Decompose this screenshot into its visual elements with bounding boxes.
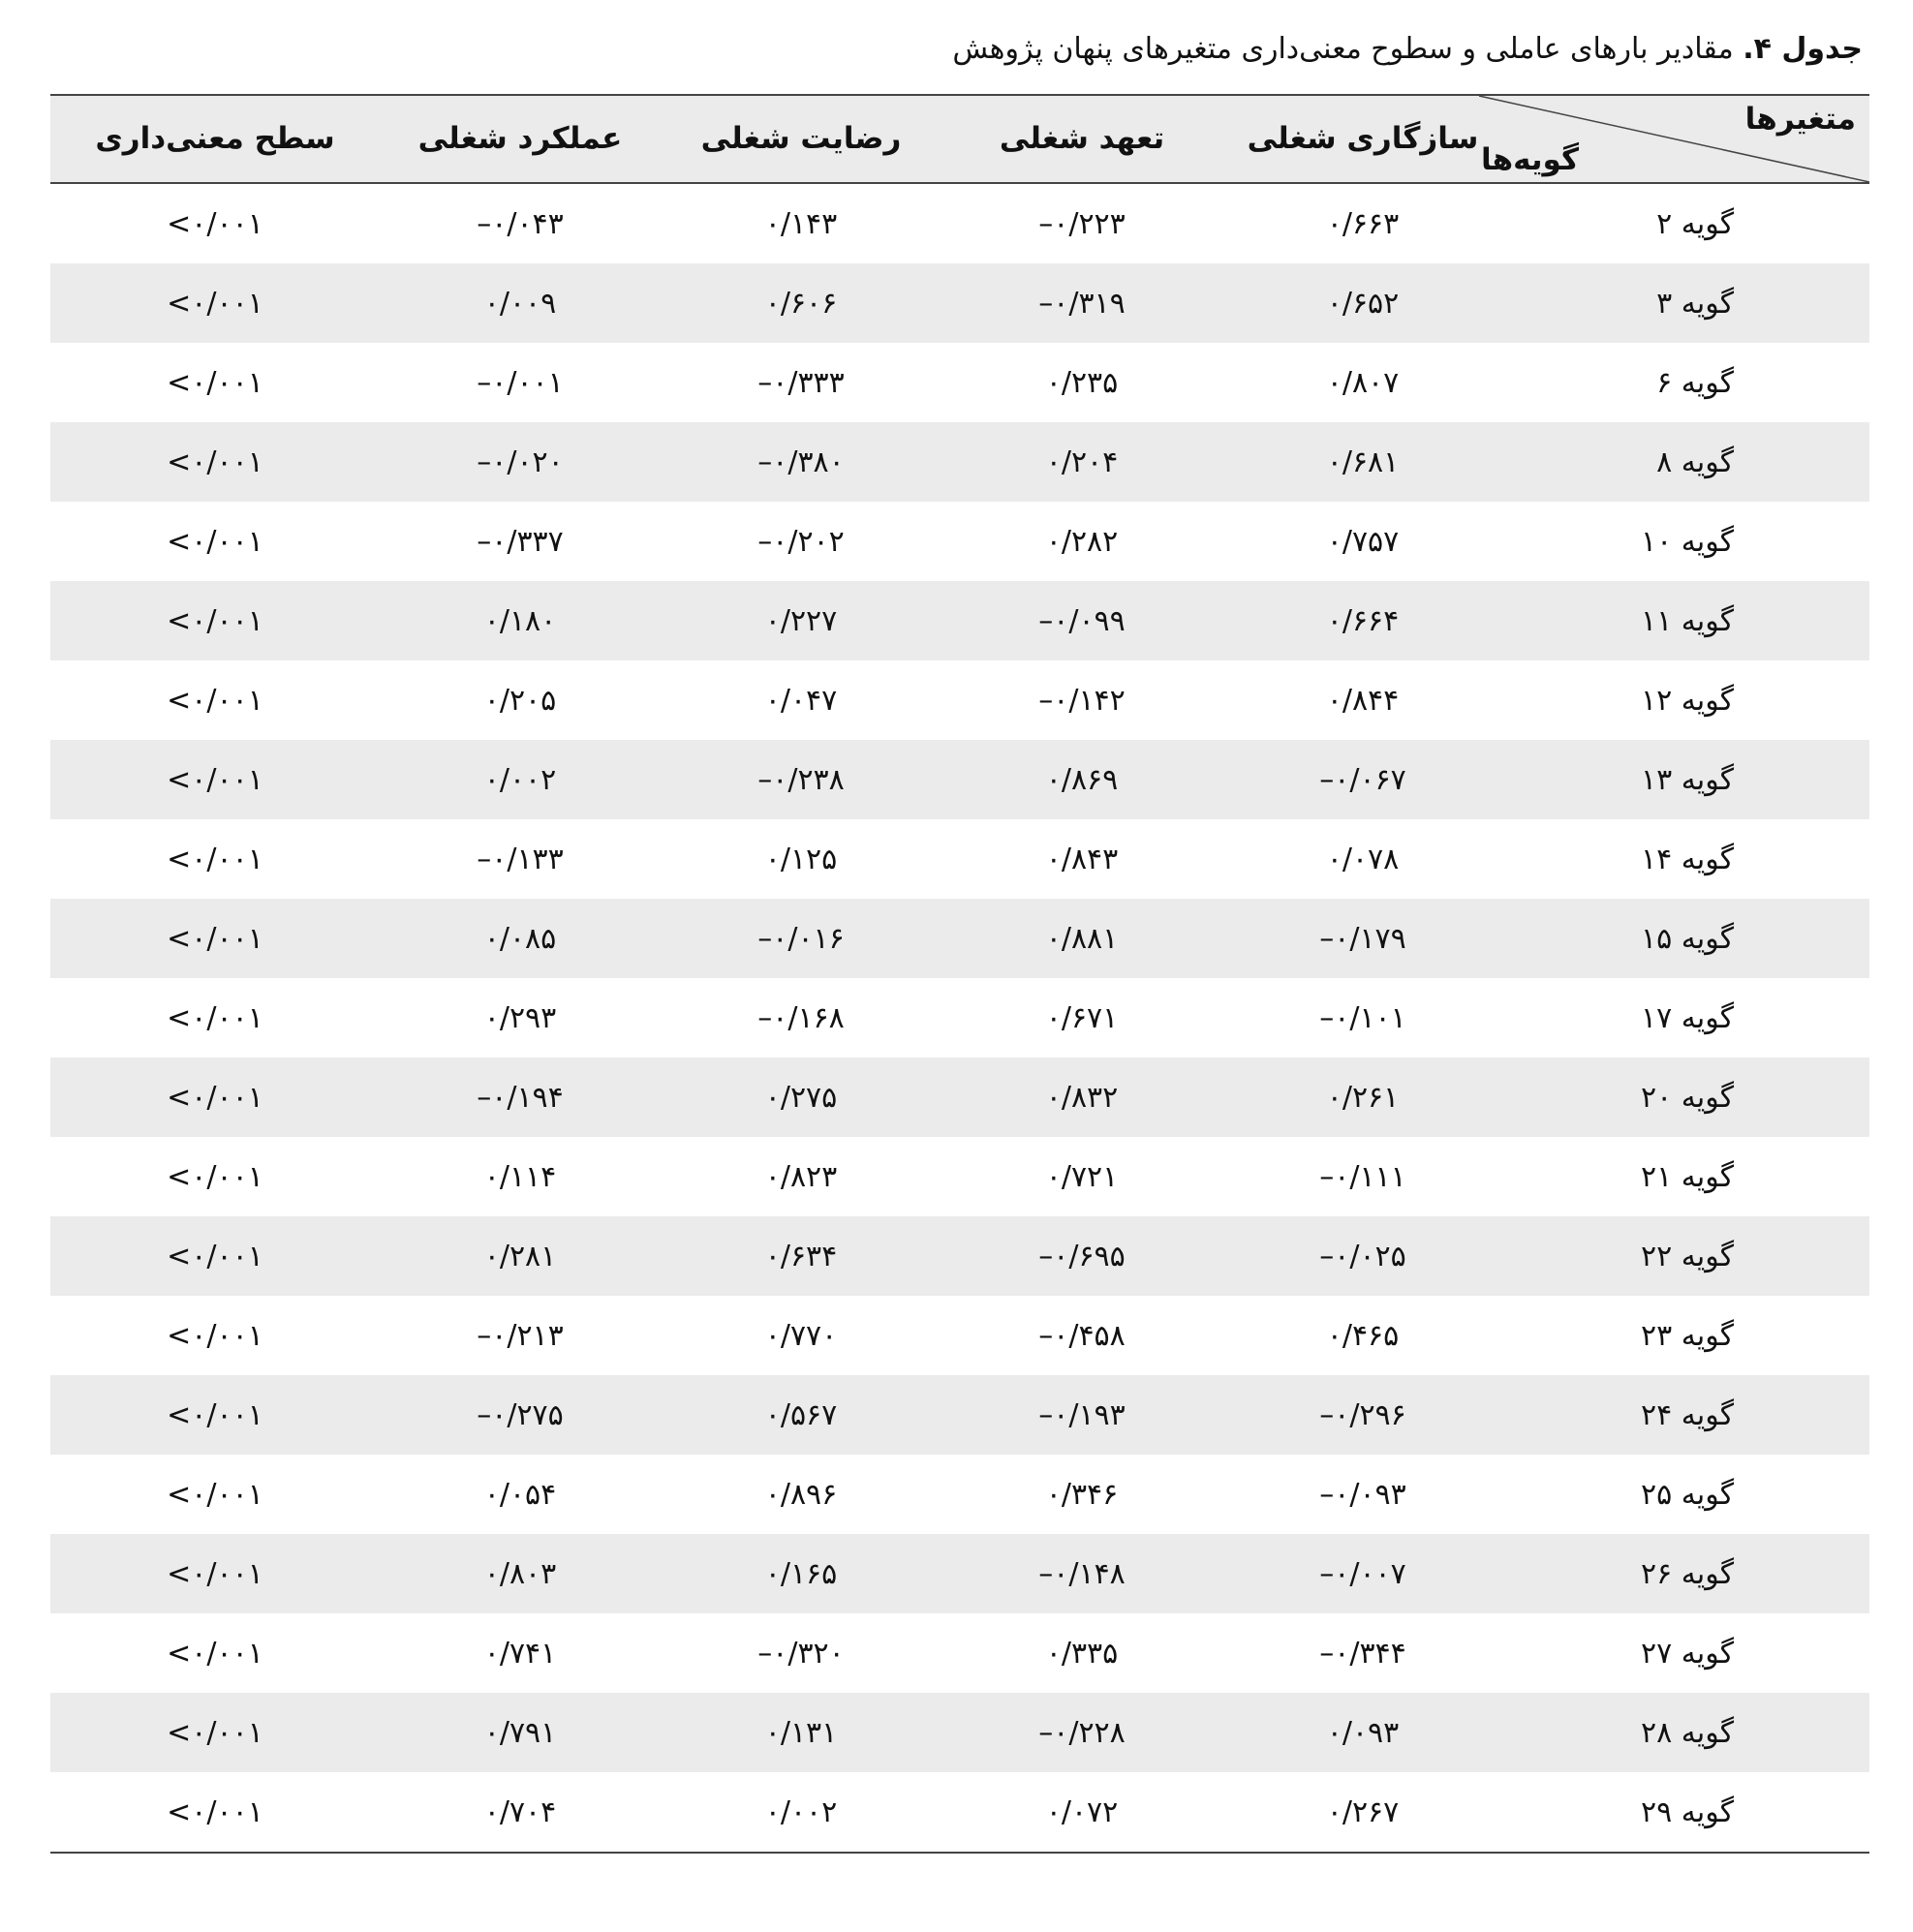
- table-row: [50, 1693, 1869, 1772]
- table-row: [50, 422, 1869, 502]
- table-row: [50, 263, 1869, 343]
- significance-cell: <۰/۰۰۱: [167, 365, 263, 400]
- satisfaction-cell: ۰/۲۷۵: [764, 1080, 838, 1115]
- adjustment-cell: ۰/۴۶۵: [1326, 1318, 1400, 1353]
- commitment-cell: ۰/۸۳۲: [1045, 1080, 1119, 1115]
- performance-cell: –۰/۰۰۱: [477, 365, 564, 400]
- commitment-cell: –۰/۶۹۵: [1038, 1239, 1126, 1273]
- performance-cell: –۰/۰۲۰: [477, 445, 564, 479]
- loadings-table: [50, 94, 1869, 1854]
- commitment-cell: –۰/۰۹۹: [1038, 603, 1126, 638]
- table-row: [50, 184, 1869, 263]
- header-significance: سطح معنی‌داری: [95, 121, 335, 156]
- satisfaction-cell: –۰/۲۳۸: [757, 762, 845, 797]
- item-label: گویه ۱۲: [1641, 683, 1734, 718]
- commitment-cell: ۰/۳۴۶: [1045, 1477, 1119, 1512]
- adjustment-cell: ۰/۸۴۴: [1326, 683, 1400, 718]
- performance-cell: ۰/۷۹۱: [483, 1715, 557, 1750]
- header-adjustment: سازگاری شغلی: [1247, 121, 1479, 156]
- adjustment-cell: –۰/۰۲۵: [1319, 1239, 1406, 1273]
- commitment-cell: ۰/۰۷۲: [1045, 1794, 1119, 1829]
- item-label: گویه ۲۰: [1641, 1080, 1734, 1115]
- adjustment-cell: –۰/۳۴۴: [1319, 1636, 1406, 1671]
- commitment-cell: ۰/۸۶۹: [1045, 762, 1119, 797]
- commitment-cell: ۰/۳۳۵: [1045, 1636, 1119, 1671]
- satisfaction-cell: –۰/۳۳۳: [757, 365, 845, 400]
- table-row: [50, 978, 1869, 1058]
- item-label: گویه ۲۴: [1641, 1397, 1734, 1432]
- performance-cell: ۰/۰۰۹: [483, 286, 557, 321]
- item-label: گویه ۲۷: [1641, 1636, 1734, 1671]
- table-row: [50, 740, 1869, 819]
- adjustment-cell: ۰/۶۵۲: [1326, 286, 1400, 321]
- table-header: [50, 96, 1869, 184]
- significance-cell: <۰/۰۰۱: [167, 206, 263, 241]
- performance-cell: –۰/۱۳۳: [477, 842, 564, 876]
- performance-cell: ۰/۱۸۰: [483, 603, 557, 638]
- header-variables: متغیرها: [1744, 102, 1856, 137]
- performance-cell: –۰/۱۹۴: [477, 1080, 564, 1115]
- commitment-cell: –۰/۲۲۸: [1038, 1715, 1126, 1750]
- significance-cell: <۰/۰۰۱: [167, 842, 263, 876]
- significance-cell: <۰/۰۰۱: [167, 1715, 263, 1750]
- performance-cell: ۰/۲۰۵: [483, 683, 557, 718]
- significance-cell: <۰/۰۰۱: [167, 1794, 263, 1829]
- significance-cell: <۰/۰۰۱: [167, 603, 263, 638]
- table-row: [50, 819, 1869, 899]
- commitment-cell: ۰/۲۳۵: [1045, 365, 1119, 400]
- performance-cell: ۰/۰۰۲: [483, 762, 557, 797]
- significance-cell: <۰/۰۰۱: [167, 1000, 263, 1035]
- commitment-cell: ۰/۶۷۱: [1045, 1000, 1119, 1035]
- significance-cell: <۰/۰۰۱: [167, 1477, 263, 1512]
- adjustment-cell: –۰/۱۰۱: [1319, 1000, 1406, 1035]
- significance-cell: <۰/۰۰۱: [167, 683, 263, 718]
- item-label: گویه ۸: [1656, 445, 1734, 479]
- item-label: گویه ۱۵: [1641, 921, 1734, 956]
- table-row: [50, 1534, 1869, 1613]
- significance-cell: <۰/۰۰۱: [167, 1636, 263, 1671]
- header-performance: عملکرد شغلی: [417, 121, 623, 156]
- table-row: [50, 899, 1869, 978]
- significance-cell: <۰/۰۰۱: [167, 1159, 263, 1194]
- adjustment-cell: –۰/۰۹۳: [1319, 1477, 1406, 1512]
- table-row: [50, 581, 1869, 660]
- performance-cell: ۰/۰۵۴: [483, 1477, 557, 1512]
- performance-cell: ۰/۲۹۳: [483, 1000, 557, 1035]
- commitment-cell: ۰/۸۴۳: [1045, 842, 1119, 876]
- item-label: گویه ۲۳: [1641, 1318, 1734, 1353]
- item-label: گویه ۲۱: [1641, 1159, 1734, 1194]
- performance-cell: –۰/۲۱۳: [477, 1318, 564, 1353]
- item-label: گویه ۳: [1656, 286, 1734, 321]
- table-row: [50, 1455, 1869, 1534]
- table-row: [50, 1613, 1869, 1693]
- adjustment-cell: ۰/۷۵۷: [1326, 524, 1400, 559]
- table-row: [50, 1058, 1869, 1137]
- satisfaction-cell: ۰/۱۴۳: [764, 206, 838, 241]
- adjustment-cell: ۰/۰۷۸: [1326, 842, 1400, 876]
- header-commitment: تعهد شغلی: [999, 121, 1165, 156]
- commitment-cell: –۰/۱۹۳: [1038, 1397, 1126, 1432]
- satisfaction-cell: –۰/۳۲۰: [757, 1636, 845, 1671]
- table-row: [50, 502, 1869, 581]
- table-row: [50, 343, 1869, 422]
- table-row: [50, 1772, 1869, 1852]
- satisfaction-cell: ۰/۱۲۵: [764, 842, 838, 876]
- significance-cell: <۰/۰۰۱: [167, 286, 263, 321]
- satisfaction-cell: –۰/۳۸۰: [757, 445, 845, 479]
- satisfaction-cell: –۰/۰۱۶: [757, 921, 845, 956]
- adjustment-cell: ۰/۶۶۴: [1326, 603, 1400, 638]
- satisfaction-cell: ۰/۸۲۳: [764, 1159, 838, 1194]
- item-label: گویه ۱۴: [1641, 842, 1734, 876]
- performance-cell: –۰/۳۳۷: [477, 524, 564, 559]
- item-label: گویه ۱۱: [1641, 603, 1734, 638]
- adjustment-cell: –۰/۱۷۹: [1319, 921, 1406, 956]
- significance-cell: <۰/۰۰۱: [167, 921, 263, 956]
- item-label: گویه ۲۵: [1641, 1477, 1734, 1512]
- significance-cell: <۰/۰۰۱: [167, 1556, 263, 1591]
- commitment-cell: ۰/۲۸۲: [1045, 524, 1119, 559]
- caption-text: مقادیر بارهای عاملی و سطوح معنی‌داری متغیرهای پنهان پژوهش: [952, 32, 1743, 66]
- item-label: گویه ۲۸: [1641, 1715, 1734, 1750]
- commitment-cell: –۰/۳۱۹: [1038, 286, 1126, 321]
- significance-cell: <۰/۰۰۱: [167, 445, 263, 479]
- adjustment-cell: ۰/۲۶۷: [1326, 1794, 1400, 1829]
- header-items: گویه‌ها: [1480, 142, 1579, 177]
- significance-cell: <۰/۰۰۱: [167, 1397, 263, 1432]
- adjustment-cell: –۰/۰۰۷: [1319, 1556, 1406, 1591]
- satisfaction-cell: ۰/۸۹۶: [764, 1477, 838, 1512]
- performance-cell: –۰/۲۷۵: [477, 1397, 564, 1432]
- performance-cell: ۰/۸۰۳: [483, 1556, 557, 1591]
- significance-cell: <۰/۰۰۱: [167, 1239, 263, 1273]
- item-label: گویه ۶: [1656, 365, 1734, 400]
- adjustment-cell: –۰/۱۱۱: [1319, 1159, 1406, 1194]
- performance-cell: ۰/۲۸۱: [483, 1239, 557, 1273]
- item-label: گویه ۱۰: [1641, 524, 1734, 559]
- satisfaction-cell: –۰/۱۶۸: [757, 1000, 845, 1035]
- item-label: گویه ۲۲: [1641, 1239, 1734, 1273]
- table-row: [50, 1296, 1869, 1375]
- commitment-cell: ۰/۲۰۴: [1045, 445, 1119, 479]
- bottom-rule: [50, 1852, 1869, 1854]
- satisfaction-cell: ۰/۲۲۷: [764, 603, 838, 638]
- commitment-cell: –۰/۱۴۲: [1038, 683, 1126, 718]
- table-caption: [50, 23, 1863, 76]
- satisfaction-cell: ۰/۱۳۱: [764, 1715, 838, 1750]
- table-row: [50, 1216, 1869, 1296]
- significance-cell: <۰/۰۰۱: [167, 1318, 263, 1353]
- significance-cell: <۰/۰۰۱: [167, 524, 263, 559]
- commitment-cell: ۰/۸۸۱: [1045, 921, 1119, 956]
- satisfaction-cell: ۰/۶۳۴: [764, 1239, 838, 1273]
- adjustment-cell: ۰/۲۶۱: [1326, 1080, 1400, 1115]
- table-row: [50, 1137, 1869, 1216]
- item-label: گویه ۲: [1656, 206, 1734, 241]
- adjustment-cell: –۰/۲۹۶: [1319, 1397, 1406, 1432]
- table-row: [50, 660, 1869, 740]
- adjustment-cell: ۰/۰۹۳: [1326, 1715, 1400, 1750]
- satisfaction-cell: ۰/۰۰۲: [764, 1794, 838, 1829]
- commitment-cell: –۰/۱۴۸: [1038, 1556, 1126, 1591]
- commitment-cell: –۰/۴۵۸: [1038, 1318, 1126, 1353]
- performance-cell: –۰/۰۴۳: [477, 206, 564, 241]
- performance-cell: ۰/۷۰۴: [483, 1794, 557, 1829]
- significance-cell: <۰/۰۰۱: [167, 762, 263, 797]
- significance-cell: <۰/۰۰۱: [167, 1080, 263, 1115]
- satisfaction-cell: –۰/۲۰۲: [757, 524, 845, 559]
- item-label: گویه ۱۷: [1641, 1000, 1734, 1035]
- table-row: [50, 1375, 1869, 1455]
- adjustment-cell: ۰/۶۶۳: [1326, 206, 1400, 241]
- adjustment-cell: ۰/۶۸۱: [1326, 445, 1400, 479]
- caption-label: جدول ۴.: [1743, 32, 1863, 66]
- table-body: [50, 184, 1869, 1852]
- item-label: گویه ۲۹: [1641, 1794, 1734, 1829]
- performance-cell: ۰/۰۸۵: [483, 921, 557, 956]
- satisfaction-cell: ۰/۵۶۷: [764, 1397, 838, 1432]
- item-label: گویه ۲۶: [1641, 1556, 1734, 1591]
- commitment-cell: ۰/۷۲۱: [1045, 1159, 1119, 1194]
- adjustment-cell: ۰/۸۰۷: [1326, 365, 1400, 400]
- commitment-cell: –۰/۲۲۳: [1038, 206, 1126, 241]
- performance-cell: ۰/۷۴۱: [483, 1636, 557, 1671]
- satisfaction-cell: ۰/۱۶۵: [764, 1556, 838, 1591]
- adjustment-cell: –۰/۰۶۷: [1319, 762, 1406, 797]
- satisfaction-cell: ۰/۰۴۷: [764, 683, 838, 718]
- performance-cell: ۰/۱۱۴: [483, 1159, 557, 1194]
- satisfaction-cell: ۰/۷۷۰: [764, 1318, 838, 1353]
- header-satisfaction: رضایت شغلی: [700, 121, 902, 156]
- satisfaction-cell: ۰/۶۰۶: [764, 286, 838, 321]
- item-label: گویه ۱۳: [1641, 762, 1734, 797]
